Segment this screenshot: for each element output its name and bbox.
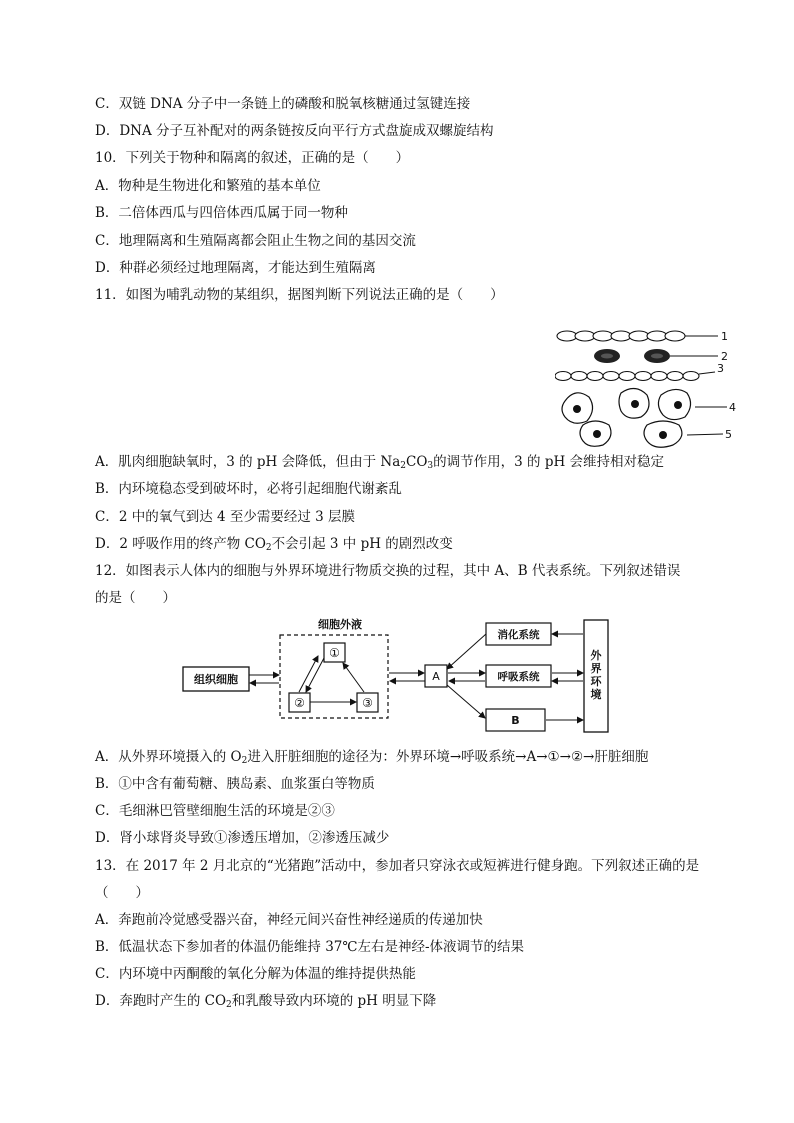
q13-stem-line1: 13．在 2017 年 2 月北京的“光猪跑”活动中，参加者只穿泳衣或短裤进行健身跑。下列叙述正确的是 [95, 858, 700, 874]
layer-1-cells [557, 331, 685, 341]
q9-option-d: D．DNA 分子互补配对的两条链按反向平行方式盘旋成双螺旋结构 [95, 123, 494, 139]
node-1-label: ① [329, 646, 340, 660]
q13-option-d [95, 992, 436, 1010]
q10-option-b: B．二倍体西瓜与四倍体西瓜属于同一物种 [95, 205, 348, 221]
q11-option-d-text: D．2 呼吸作用的终产物 CO [95, 536, 266, 552]
q12-option-a-text: A．从外界环境摄入的 O [95, 749, 242, 765]
subscript: 2 [226, 1000, 232, 1010]
q13-option-b: B．低温状态下参加者的体温仍能维持 37℃左右是神经-体液调节的结果 [95, 939, 525, 955]
respiratory-system-label: 呼吸系统 [497, 671, 540, 683]
figure-label-5: 5 [725, 428, 732, 441]
q11-option-a [95, 453, 664, 471]
q12-stem-line1: 12．如图表示人体内的细胞与外界环境进行物质交换的过程，其中 A、B 代表系统。下列叙述错误 [95, 563, 681, 579]
external-char-4: 境 [590, 688, 602, 701]
digestive-system-label: 消化系统 [497, 629, 540, 641]
q10-option-c: C．地理隔离和生殖隔离都会阻止生物之间的基因交流 [95, 233, 416, 249]
subscript: 3 [427, 461, 434, 471]
q11-option-a-tail: 的调节作用，3 的 pH 会维持相对稳定 [433, 454, 665, 470]
q10-option-d: D．种群必须经过地理隔离，才能达到生殖隔离 [95, 260, 376, 276]
q13-option-a: A．奔跑前冷觉感受器兴奋，神经元间兴奋性神经递质的传递加快 [95, 912, 483, 928]
external-char-3: 环 [590, 675, 602, 688]
layer-3-cells [555, 372, 699, 381]
figure-label-1: 1 [721, 330, 728, 343]
q12-stem-line2: 的是（ ） [95, 590, 176, 606]
q13-option-d-tail: 和乳酸导致内环境的 pH 明显下降 [231, 993, 437, 1009]
q13-stem-line2: （ ） [95, 885, 149, 901]
q11-option-c: C．2 中的氧气到达 4 至少需要经过 3 层膜 [95, 509, 356, 525]
q10-stem: 10．下列关于物种和隔离的叙述，正确的是（ ） [95, 150, 410, 166]
q10-option-a: A．物种是生物进化和繁殖的基本单位 [95, 178, 321, 194]
q11-option-d-tail: 不会引起 3 中 pH 的剧烈改变 [271, 536, 453, 552]
figure-label-3: 3 [717, 362, 724, 375]
q11-option-b: B．内环境稳态受到破坏时，必将引起细胞代谢紊乱 [95, 481, 402, 497]
q13-option-d-text: D．奔跑时产生的 CO [95, 993, 227, 1009]
red-blood-cells [594, 349, 670, 363]
tissue-cell-label: 组织细胞 [194, 673, 238, 686]
system-a-label: A [432, 670, 440, 683]
q11-stem: 11．如图为哺乳动物的某组织，据图判断下列说法正确的是（ ） [95, 287, 504, 303]
q12-option-a-tail: 进入肝脏细胞的途径为：外界环境→呼吸系统→A→①→②→肝脏细胞 [247, 749, 649, 765]
figure-label-4: 4 [729, 401, 736, 414]
node-2-label: ② [294, 696, 305, 710]
q13-option-c: C．内环境中丙酮酸的氧化分解为体温的维持提供热能 [95, 966, 416, 982]
q12-option-c: C．毛细淋巴管壁细胞生活的环境是②③ [95, 803, 335, 819]
node-3-label: ③ [362, 696, 373, 710]
q12-option-d: D．肾小球肾炎导致①渗透压增加，②渗透压减少 [95, 830, 390, 846]
q9-option-c: C．双链 DNA 分子中一条链上的磷酸和脱氧核糖通过氢键连接 [95, 96, 471, 112]
subscript: 2 [265, 543, 272, 553]
figure-label-2: 2 [721, 350, 728, 363]
q11-option-d [95, 535, 453, 553]
q11-option-a-text: A．肌肉细胞缺氧时，3 的 pH 会降低，但由于 Na [95, 454, 401, 470]
subscript: 2 [241, 756, 248, 766]
q12-option-b: B．①中含有葡萄糖、胰岛素、血浆蛋白等物质 [95, 776, 375, 792]
tissue-diagram [555, 325, 745, 450]
q11-option-a-formula: CO [406, 454, 428, 470]
extracellular-fluid-label: 细胞外液 [318, 618, 362, 631]
tissue-cells [562, 388, 691, 447]
q12-option-a [95, 748, 648, 766]
exchange-diagram [178, 612, 618, 740]
subscript: 2 [400, 461, 407, 471]
external-char-2: 界 [590, 662, 602, 675]
system-b-label: B [511, 714, 520, 727]
external-char-1: 外 [590, 649, 602, 662]
